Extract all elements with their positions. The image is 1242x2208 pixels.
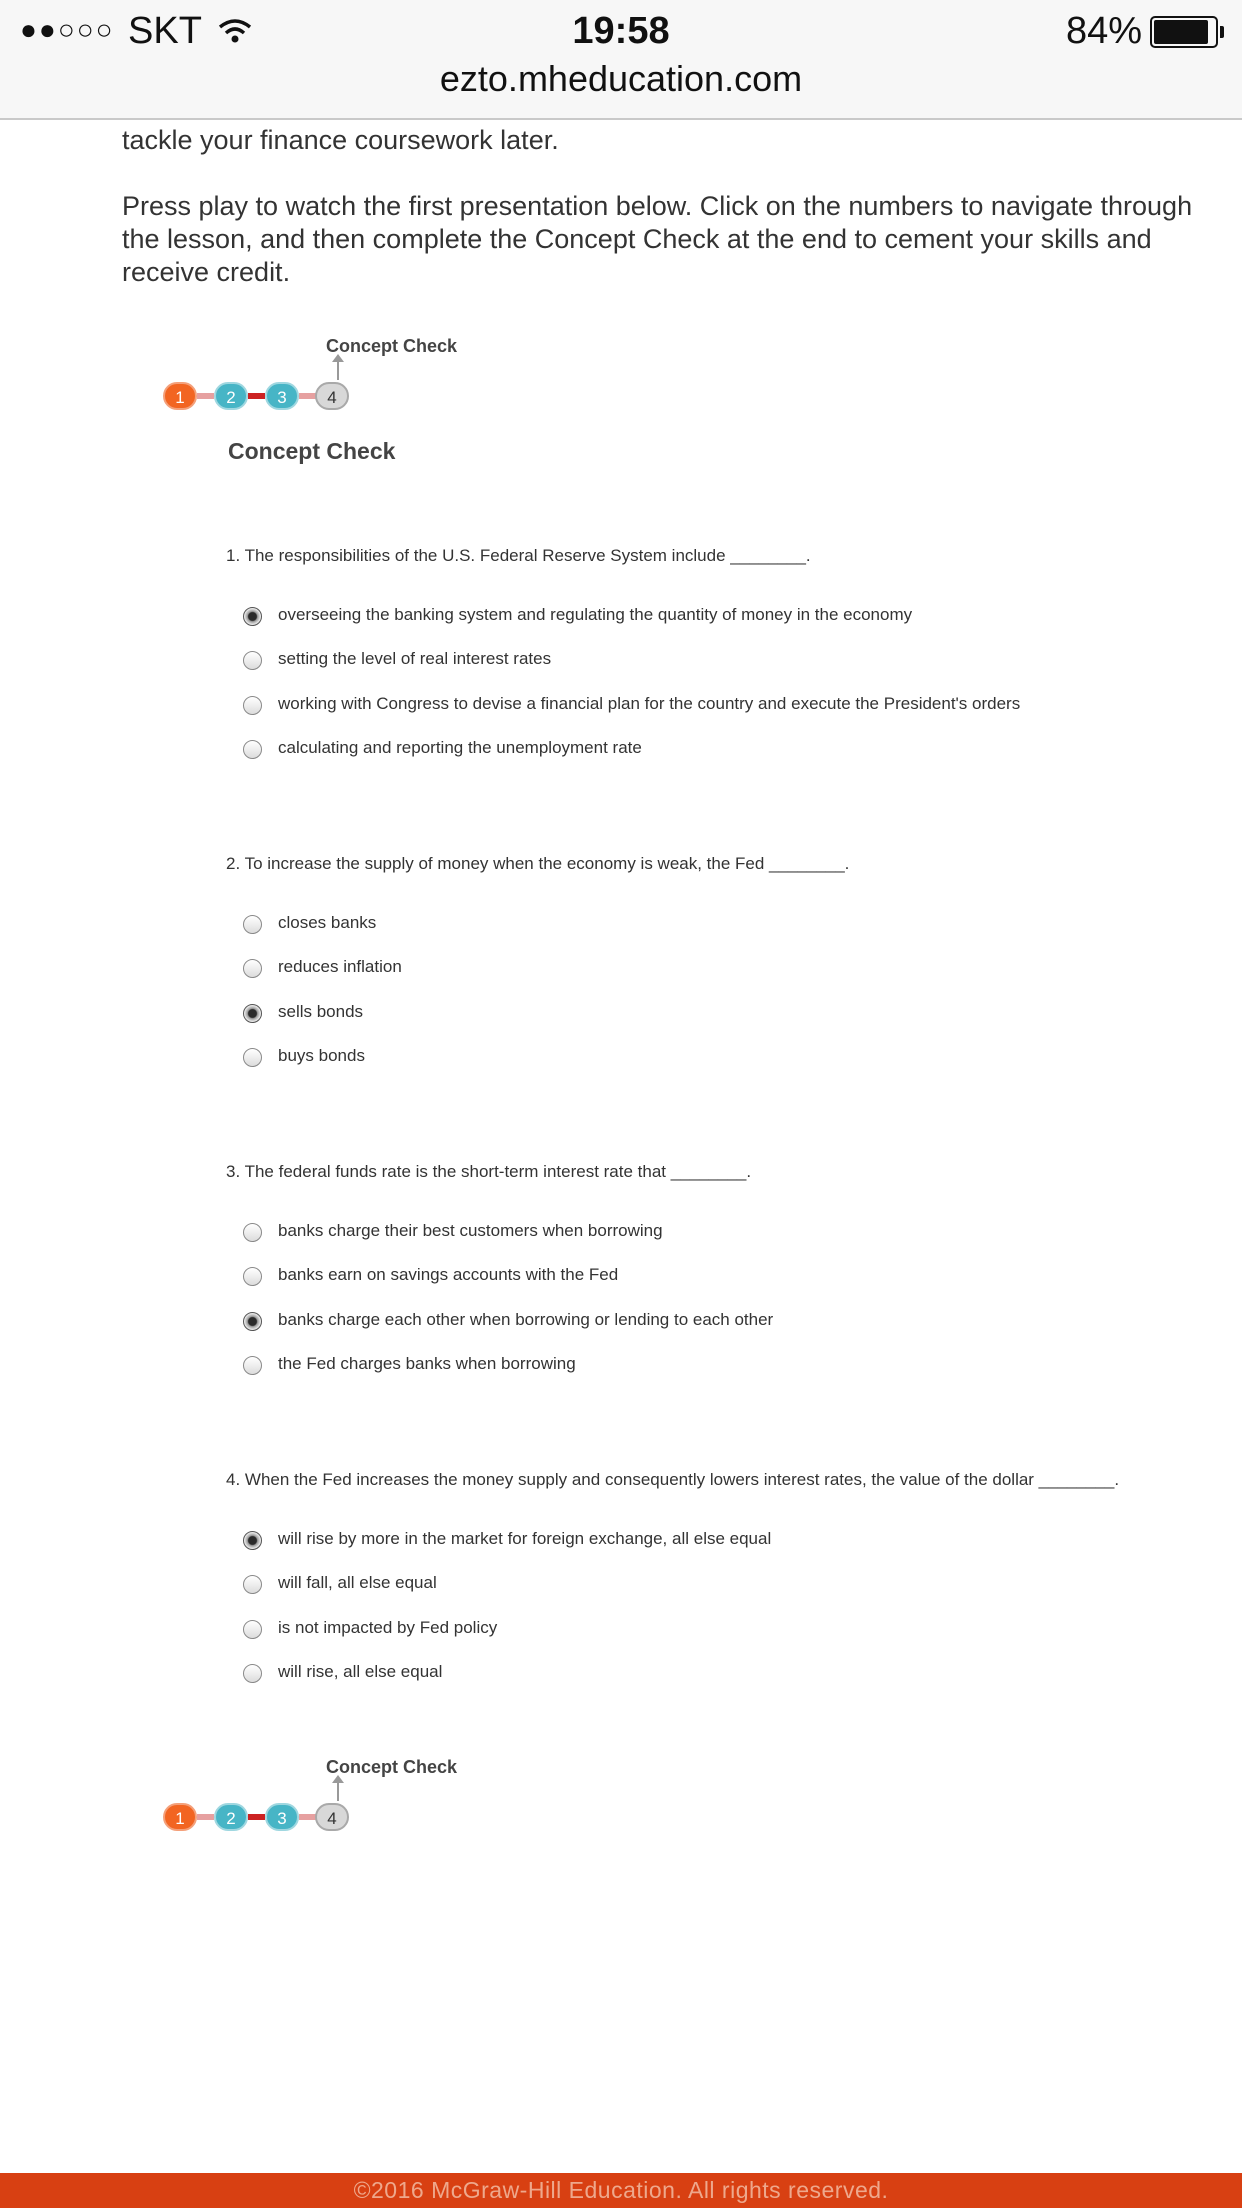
signal-strength: ●●○○○ xyxy=(20,14,115,45)
radio-button[interactable] xyxy=(243,1267,262,1286)
nav-connector xyxy=(248,393,265,399)
answer-option[interactable] xyxy=(226,1001,1206,1048)
battery-percentage: 84% xyxy=(1065,10,1142,52)
nav-step-4-button[interactable]: 4 xyxy=(315,382,349,410)
nav-current-arrow-icon xyxy=(337,356,339,380)
nav-connector xyxy=(197,393,214,399)
nav-step-3-button[interactable]: 3 xyxy=(265,382,299,410)
radio-button[interactable] xyxy=(243,959,262,978)
answer-option[interactable] xyxy=(226,1223,1206,1267)
radio-button[interactable] xyxy=(243,1620,262,1639)
answer-options xyxy=(226,1223,1206,1400)
intro-text: Press play to watch the first presentation below. Click on the numbers to navigate through the lesson, and then complete the Concept Check at the end to cement your skills and receive credit. xyxy=(122,191,1193,287)
nav-step-2-button[interactable]: 2 xyxy=(214,1803,248,1831)
question-text: 1. The responsibilities of the U.S. Federal Reserve System include ________. xyxy=(226,546,811,565)
lesson-progress-nav-top xyxy=(160,336,458,446)
lesson-progress-nav-bottom xyxy=(160,1757,458,1867)
question-text: 4. When the Fed increases the money supply and consequently lowers interest rates, the value of the dollar ________. xyxy=(226,1470,1120,1489)
answer-label[interactable]: will rise, all else equal xyxy=(278,1661,443,1681)
answer-option[interactable] xyxy=(226,1531,1206,1575)
question-text: 3. The federal funds rate is the short-term interest rate that ________. xyxy=(226,1162,752,1181)
answer-label[interactable]: reduces inflation xyxy=(278,957,402,977)
answer-option[interactable] xyxy=(226,1617,1206,1664)
question-text: 2. To increase the supply of money when the economy is weak, the Fed ________. xyxy=(226,854,850,873)
answer-label[interactable]: banks charge each other when borrowing or lending to each other xyxy=(278,1309,774,1329)
nav-step-3-button[interactable]: 3 xyxy=(265,1803,299,1831)
radio-button[interactable] xyxy=(243,1356,262,1375)
status-bar xyxy=(0,8,1242,54)
nav-step-4-button[interactable]: 4 xyxy=(315,1803,349,1831)
nav-step-1-button[interactable]: 1 xyxy=(163,382,197,410)
radio-button[interactable] xyxy=(243,1531,262,1550)
answer-options xyxy=(226,1531,1206,1708)
nav-connector xyxy=(299,393,316,399)
nav-step-1-button[interactable]: 1 xyxy=(163,1803,197,1831)
answer-label[interactable]: will fall, all else equal xyxy=(278,1573,437,1593)
question-3 xyxy=(226,1160,1206,1400)
question-4 xyxy=(226,1468,1206,1708)
answer-option[interactable] xyxy=(226,693,1206,740)
address-bar[interactable]: ezto.mheducation.com xyxy=(439,58,803,99)
nav-connector xyxy=(299,1814,316,1820)
answer-label[interactable]: is not impacted by Fed policy xyxy=(278,1617,498,1637)
battery-icon xyxy=(1150,16,1218,48)
answer-option[interactable] xyxy=(226,1661,1206,1708)
answer-options xyxy=(226,915,1206,1092)
radio-button[interactable] xyxy=(243,915,262,934)
radio-button[interactable] xyxy=(243,1575,262,1594)
answer-option[interactable] xyxy=(226,1267,1206,1311)
answer-option[interactable] xyxy=(226,1309,1206,1356)
nav-current-label: Concept Check xyxy=(326,1757,458,1777)
radio-button[interactable] xyxy=(243,1664,262,1683)
answer-label[interactable]: the Fed charges banks when borrowing xyxy=(278,1353,576,1373)
answer-option[interactable] xyxy=(226,1575,1206,1619)
answer-label[interactable]: setting the level of real interest rates xyxy=(278,649,552,669)
carrier-name: SKT xyxy=(128,10,202,52)
question-1 xyxy=(226,544,1206,784)
radio-button[interactable] xyxy=(243,1312,262,1331)
nav-current-arrow-icon xyxy=(337,1777,339,1801)
radio-button[interactable] xyxy=(243,1223,262,1242)
answer-label[interactable]: banks charge their best customers when borrowing xyxy=(278,1221,663,1240)
copyright-footer: ©2016 McGraw-Hill Education. All rights reserved. xyxy=(0,2173,1242,2208)
answer-option[interactable] xyxy=(226,651,1206,695)
radio-button[interactable] xyxy=(243,651,262,670)
answer-option[interactable] xyxy=(226,1045,1206,1092)
answer-label[interactable]: closes banks xyxy=(278,913,377,932)
answer-options xyxy=(226,607,1206,784)
answer-option[interactable] xyxy=(226,737,1206,784)
nav-connector xyxy=(248,1814,265,1820)
question-2 xyxy=(226,852,1206,1092)
clock: 19:58 xyxy=(572,10,670,52)
answer-label[interactable]: sells bonds xyxy=(278,1001,364,1021)
nav-connector xyxy=(197,1814,214,1820)
answer-label[interactable]: overseeing the banking system and regulating the quantity of money in the economy xyxy=(278,605,913,624)
browser-top-bar xyxy=(0,0,1242,120)
answer-label[interactable]: banks earn on savings accounts with the Fed xyxy=(278,1265,619,1285)
answer-option[interactable] xyxy=(226,1353,1206,1400)
radio-button[interactable] xyxy=(243,740,262,759)
nav-step-2-button[interactable]: 2 xyxy=(214,382,248,410)
answer-label[interactable]: calculating and reporting the unemployment rate xyxy=(278,737,642,757)
answer-option[interactable] xyxy=(226,607,1206,651)
nav-current-label: Concept Check xyxy=(326,336,458,356)
answer-label[interactable]: buys bonds xyxy=(278,1045,365,1065)
radio-button[interactable] xyxy=(243,1048,262,1067)
radio-button[interactable] xyxy=(243,696,262,715)
answer-label[interactable]: will rise by more in the market for foreign exchange, all else equal xyxy=(278,1529,772,1548)
concept-check-heading: Concept Check xyxy=(228,438,396,464)
intro-text-partial: tackle your finance coursework later. xyxy=(122,125,559,155)
answer-label[interactable]: working with Congress to devise a financial plan for the country and execute the President's orders xyxy=(278,693,1021,713)
radio-button[interactable] xyxy=(243,1004,262,1023)
radio-button[interactable] xyxy=(243,607,262,626)
answer-option[interactable] xyxy=(226,959,1206,1003)
answer-option[interactable] xyxy=(226,915,1206,959)
